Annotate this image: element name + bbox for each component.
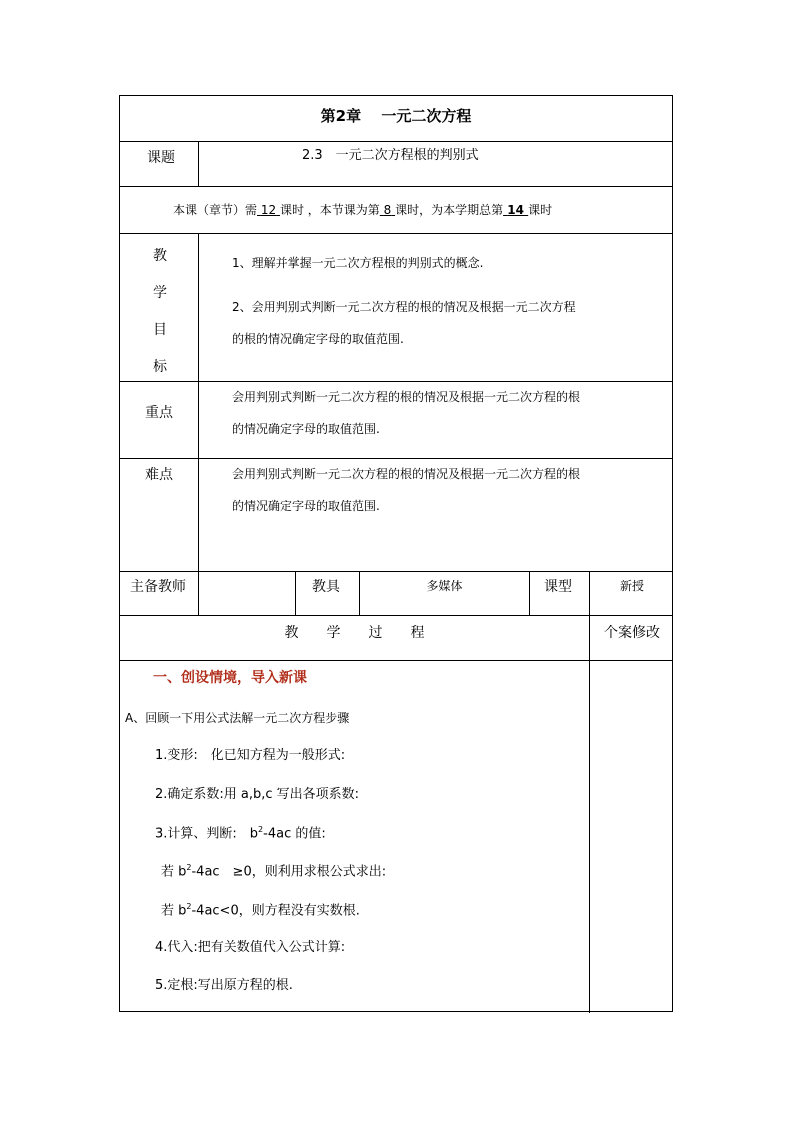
row-divider (120, 381, 672, 382)
step-3: 3.计算、判断: $b^2-4ac$ 的值: (155, 825, 326, 842)
row-divider (120, 458, 672, 459)
col-divider (198, 571, 199, 615)
chapter-title: 第2章 一元二次方程 (320, 107, 472, 125)
step-5: 5.定根:写出原方程的根. (155, 978, 293, 993)
step-1: 1.变形: 化已知方程为一般形式: (155, 748, 346, 763)
condition-1: 若 $b^2-4ac$ ≥0，则利用求根公式求出: (161, 863, 387, 880)
hours-line: 本课（章节）需 12 课时 ，本节课为第 8 课时，为本学期总第 14 课时 (173, 203, 553, 217)
teacher-label: 主备教师 (130, 579, 186, 595)
row-divider (120, 233, 672, 234)
lesson-plan-table (119, 95, 673, 1012)
process-header: 教 学 过 程 (284, 625, 425, 641)
type-value: 新授 (619, 579, 644, 593)
difficulties-line1: 会用判别式判断一元二次方程的根的情况及根据一元二次方程的根 (232, 467, 581, 481)
revision-header: 个案修改 (604, 625, 660, 641)
type-label: 课型 (544, 579, 572, 595)
tools-value: 多媒体 (426, 579, 463, 593)
difficulties-label: 难点 (145, 467, 173, 483)
intro-line: A、回顾一下用公式法解一元二次方程步骤 (125, 711, 350, 725)
condition-2: 若 $b^2-4ac<0$，则方程没有实数根. (161, 902, 360, 919)
step-2: 2.确定系数:用 a,b,c 写出各项系数: (155, 787, 360, 802)
goal-item-2-line1: 2、会用判别式判断一元二次方程的根的情况及根据一元二次方程 (232, 300, 576, 314)
section-heading: 一、创设情境，导入新课 (153, 670, 307, 686)
col-divider (198, 233, 199, 571)
goals-label: 教 学 目 标 (153, 248, 167, 375)
keypoints-line1: 会用判别式判断一元二次方程的根的情况及根据一元二次方程的根 (232, 390, 581, 404)
col-divider (198, 141, 199, 186)
col-divider (359, 571, 360, 615)
topic-label: 课题 (147, 150, 175, 166)
hours-total: 12 (260, 203, 277, 217)
keypoints-label: 重点 (145, 405, 173, 421)
col-divider (295, 571, 296, 615)
col-divider (529, 571, 530, 615)
row-divider (120, 141, 672, 142)
topic-value: 2.3 一元二次方程根的判别式 (302, 148, 479, 163)
difficulties-line2: 的情况确定字母的取值范围. (232, 499, 380, 513)
step-4: 4.代入:把有关数值代入公式计算: (155, 940, 346, 955)
goal-item-2-line2: 的根的情况确定字母的取值范围. (232, 332, 404, 346)
hours-semester: 14 (507, 203, 524, 217)
row-divider (120, 186, 672, 187)
tools-label: 教具 (312, 579, 340, 595)
keypoints-line2: 的情况确定字母的取值范围. (232, 422, 380, 436)
goal-item-1: 1、理解并掌握一元二次方程根的判别式的概念. (232, 256, 484, 270)
hours-current: 8 (383, 203, 392, 217)
